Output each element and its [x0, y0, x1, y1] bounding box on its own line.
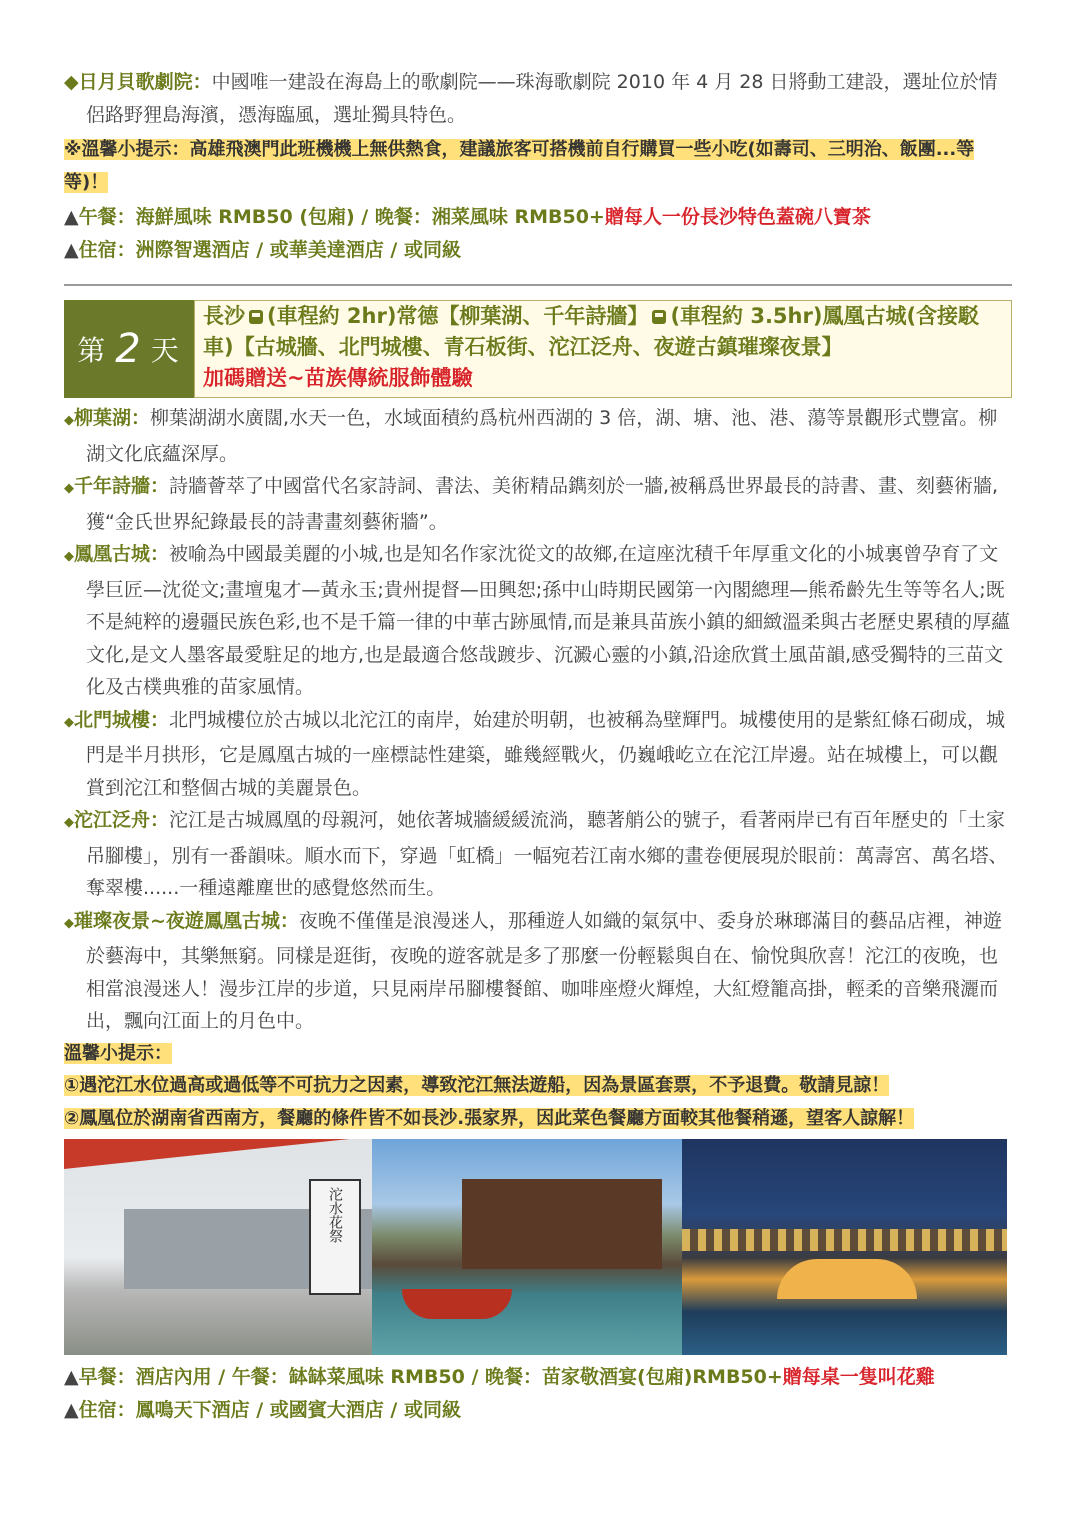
day1-meals-text: 午餐：海鮮風味 RMB50 (包廂) / 晚餐：湘菜風味 RMB50+: [78, 206, 605, 228]
lit-bridge: [777, 1259, 917, 1299]
itinerary-page: [64, 66, 1012, 1426]
item-name: 璀璨夜景~夜遊鳳凰古城：: [74, 909, 299, 932]
title-changde: (車程約 2hr)常德【柳葉湖、千年詩牆】: [267, 304, 649, 328]
diamond-bullet-icon: ◆: [64, 915, 74, 931]
tip-line-1: [64, 1070, 1012, 1103]
day2-title: [194, 300, 1012, 398]
night-town-photo: [682, 1139, 1007, 1355]
flight-tip-text: ※溫馨小提示：高雄飛澳門此班機機上無供熱食，建議旅客可搭機前自行購買一些小吃(如壽司、三明治、飯團...等等)！: [64, 139, 975, 193]
diamond-bullet-icon: ◆: [64, 71, 79, 93]
list-item: [64, 804, 1012, 905]
river-boat-photo: [372, 1139, 682, 1355]
triangle-icon: ▲: [64, 1398, 79, 1421]
day-number: 2: [115, 326, 143, 372]
tip-line-2-text: ②鳳凰位於湖南省西南方，餐廳的條件皆不如長沙.張家界，因此菜色餐廳方面較其他餐稍遜，望客人諒解！: [64, 1107, 915, 1129]
triangle-icon: ▲: [64, 238, 79, 261]
item-text: 被喻為中國最美麗的小城,也是知名作家沈從文的故鄉,在這座沈積千年厚重文化的小城裏曾孕育了文學巨匠—沈從文;畫壇鬼才—黃永玉;貴州提督—田興恕;孫中山時期民國第一內閣總理—熊希齡先生等等名人;既不是純粹的邊疆民族色彩,也不是千篇一律的中華古跡風情,而是兼具苗族小鎮的細緻溫柔與古老歷史累積的厚蘊文化,是文人墨客最愛駐足的地方,也是最適合悠哉踱步、沉澱心靈的小鎮,沿途欣賞土風苗韻,感受獨特的三苗文化及古樸典雅的苗家風情。: [86, 543, 1011, 698]
list-item: [64, 470, 1012, 538]
poetry-wall-photo: [64, 1139, 372, 1355]
day2-hotel: [64, 1394, 1012, 1427]
item-name: 千年詩牆：: [74, 475, 170, 497]
list-item: [64, 704, 1012, 805]
attractions-list: [64, 402, 1012, 1038]
photo-strip: [64, 1139, 1012, 1355]
title-bonus: 加碼贈送~苗族傳統服飾體驗: [203, 366, 473, 390]
triangle-icon: ▲: [64, 1366, 79, 1388]
wall-calligraphy-sign: [309, 1179, 361, 1295]
title-fenghuang: (車程約 3.5hr)鳳凰古城(含接駁車)【古城牆、北門城樓、青石板街、沱江泛舟、夜遊古鎮璀璨夜景】: [203, 304, 980, 359]
item-text: 北門城樓位於古城以北沱江的南岸，始建於明朝，也被稱為壁輝門。城樓使用的是紫紅條石砌成，城門是半月拱形，它是鳳凰古城的一座標誌性建築，雖幾經戰火，仍巍峨屹立在沱江岸邊。站在城樓上，可以觀賞到沱江和整個古城的美麗景色。: [86, 708, 1006, 799]
day2-label: [64, 300, 194, 398]
item-name: 柳葉湖：: [74, 407, 151, 429]
bus-icon: [249, 310, 263, 324]
list-item: [64, 538, 1012, 704]
day1-hotel: [64, 234, 1012, 267]
opera-text: 中國唯一建設在海島上的歌劇院——珠海歌劇院 2010 年 4 月 28 日將動工建設，選址位於情侶路野狸島海濱，憑海臨風，選址獨具特色。: [86, 71, 998, 126]
diamond-bullet-icon: ◆: [64, 815, 74, 830]
tip-heading-text: 溫馨小提示：: [64, 1042, 172, 1064]
triangle-icon: ▲: [64, 206, 79, 228]
red-boat: [402, 1289, 512, 1319]
stilt-houses: [462, 1179, 662, 1269]
day1-meals-gift: 贈每人一份長沙特色蓋碗八寶茶: [604, 206, 871, 228]
diamond-bullet-icon: ◆: [64, 714, 74, 730]
day2-header: [64, 300, 1012, 398]
item-text: 詩牆薈萃了中國當代名家詩詞、書法、美術精品鐫刻於一牆,被稱爲世界最長的詩書、畫、刻藝術牆,獲“金氏世界紀錄最長的詩書畫刻藝術牆”。: [86, 475, 999, 533]
tip-line-2: [64, 1103, 1012, 1136]
day1-meals: [64, 201, 1012, 234]
title-changsha: 長沙: [203, 304, 245, 328]
item-name: 沱江泛舟：: [74, 809, 170, 831]
diamond-bullet-icon: ◆: [64, 413, 74, 428]
sign-text: 沱水花祭: [327, 1187, 343, 1243]
item-name: 北門城樓：: [74, 708, 170, 731]
list-item: [64, 905, 1012, 1038]
item-text: 柳葉湖湖水廣闊,水天一色，水域面積約爲杭州西湖的 3 倍，湖、塘、池、港、蕩等景觀形式豐富。柳湖文化底蘊深厚。: [86, 407, 998, 465]
item-name: 鳳凰古城：: [74, 543, 170, 565]
day2-hotel-text: 住宿：鳳鳴天下酒店 / 或國賓大酒店 / 或同級: [78, 1398, 461, 1421]
day2-meals: [64, 1361, 1012, 1394]
day1-hotel-text: 住宿：洲際智選酒店 / 或華美達酒店 / 或同級: [78, 238, 461, 261]
red-roof-eave: [64, 1139, 372, 1169]
tip-line-1-text: ①遇沱江水位過高或過低等不可抗力之因素，導致沱江無法遊船，因為景區套票，不予退費。敬請見諒！: [64, 1075, 890, 1096]
opera-title: 日月貝歌劇院：: [78, 71, 212, 93]
list-item: [64, 402, 1012, 470]
flight-tip: [64, 134, 1012, 199]
item-text: 夜晚不僅僅是浪漫迷人，那種遊人如織的氣氛中、委身於琳瑯滿目的藝品店裡，神遊於藝海中，其樂無窮。同樣是逛街，夜晚的遊客就是多了那麼一份輕鬆與自在、愉悅與欣喜！沱江的夜晚，也相當浪漫迷人！漫步江岸的步道，只見兩岸吊腳樓餐館、咖啡座燈火輝煌，大紅燈籠高掛，輕柔的音樂飛灑而出，飄向江面上的月色中。: [86, 909, 1002, 1032]
item-text: 沱江是古城鳳凰的母親河，她依著城牆緩緩流淌，聽著艄公的號子，看著兩岸已有百年歷史的「土家吊腳樓」，別有一番韻味。順水而下，穿過「虹橋」一幅宛若江南水鄉的畫卷便展現於眼前：萬壽宮、萬名塔、奪翠樓......一種遠離塵世的感覺悠然而生。: [86, 809, 1008, 899]
day-label-prefix: 第: [77, 334, 108, 367]
day-label-suffix: 天: [150, 334, 181, 367]
town-lights: [682, 1229, 1007, 1251]
opera-paragraph: [64, 66, 1012, 131]
day2-meals-gift: 贈每桌一隻叫花雞: [782, 1366, 935, 1388]
section-divider: [64, 284, 1012, 286]
diamond-bullet-icon: ◆: [64, 481, 74, 496]
bus-icon: [652, 310, 666, 324]
diamond-bullet-icon: ◆: [64, 549, 74, 564]
tip-heading: [64, 1038, 1012, 1071]
day2-meals-text: 早餐：酒店內用 / 午餐：缽缽菜風味 RMB50 / 晚餐：苗家敬酒宴(包廂)RMB50+: [78, 1366, 783, 1388]
day2-tips: [64, 1038, 1012, 1136]
